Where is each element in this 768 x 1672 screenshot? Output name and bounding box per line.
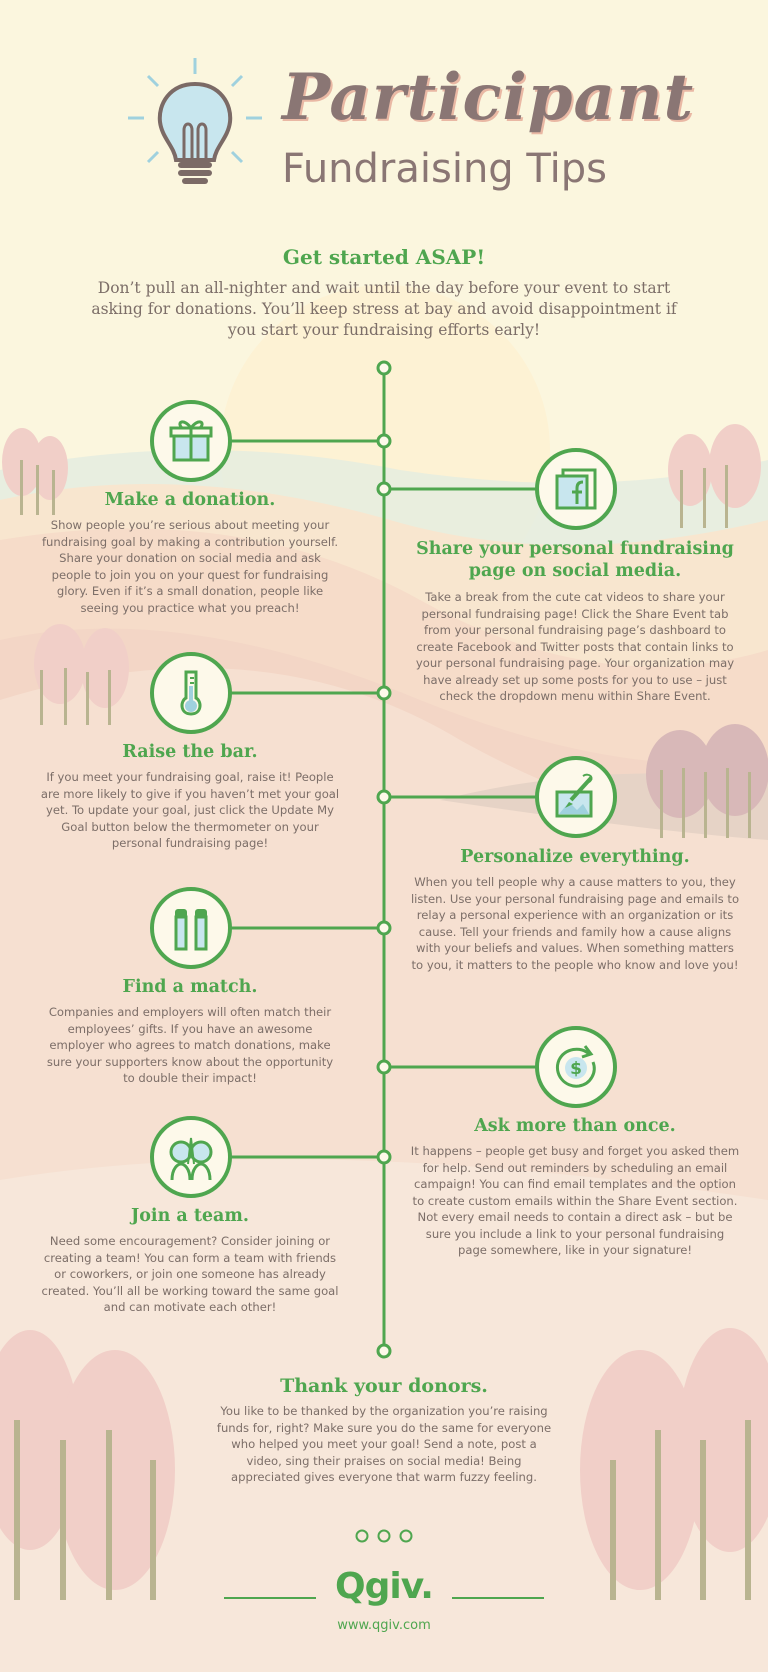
tip-text-personalize: When you tell people why a cause matters to you, they listen. Use your personal fundraising page and emails to relay a personal experience with an organization or its cause. Tell your friends and family how a cause aligns with your beliefs and values. When something matters to you, it matters to the people who know and love you! [410, 875, 740, 972]
closing-title: Thank your donors. [280, 1375, 488, 1397]
divider-dots [350, 1528, 418, 1544]
qgiv-logo: Qgiv. [335, 1566, 433, 1607]
photo-brush-icon-circle [535, 756, 617, 838]
matchsticks-icon-circle [150, 887, 232, 969]
tip-text-join-team: Need some encouragement? Consider joining or creating a team! You can form a team with friends or coworkers, or join one someone has already created. You’ll all be working toward the same goal and can motivate each other! [41, 1234, 339, 1314]
thermometer-icon-circle [150, 652, 232, 734]
logo-divider-left [224, 1597, 316, 1599]
tip-text-find-match: Companies and employers will often match their employees’ gifts. If you have an awesome employer who agrees to match donations, make sure your supporters know about the opportunity to double their impact! [46, 1005, 334, 1085]
intro-title: Get started ASAP! [282, 245, 486, 269]
facebook-icon [549, 462, 603, 516]
tip-title-personalize: Personalize everything. [460, 847, 690, 867]
tip-text-share-social: Take a break from the cute cat videos to share your personal fundraising page! Click the Share Event tab from your personal fundraising page’s dashboard to create Facebook and Twitter posts that contain links to your personal fundraising page. Your organization may have already set up some posts for you to use – just check the dropdown menu within Share Event. [415, 590, 735, 703]
title-script: Participant [282, 60, 695, 135]
tip-text-ask-more: It happens – people get busy and forget you asked them for help. Send out reminders by scheduling an email campaign! You can find email templates and the option to create custom emails within the Share Event section. Not every email needs to contain a direct ask – but be sure you include a link to your personal fundraising page somewhere, like in your signature! [410, 1144, 740, 1257]
title-subtitle: Fundraising Tips [282, 146, 607, 192]
gift-icon-circle [150, 400, 232, 482]
team-icon [164, 1130, 218, 1184]
tip-title-raise-bar: Raise the bar. [122, 742, 258, 762]
website-link[interactable]: www.qgiv.com [337, 1618, 431, 1633]
svg-text:$: $ [570, 1059, 582, 1079]
closing-text: You like to be thanked by the organization you’re raising funds for, right? Make sure you do the same for everyone who helped you meet your goal! Send a note, post a video, sing their praises on social media! Being appreciated gives everyone that warm fuzzy feeling. [216, 1404, 552, 1484]
tip-text-raise-bar: If you meet your fundraising goal, raise it! People are more likely to give if you haven’t met your goal yet. To update your goal, just click the Update My Goal button below the thermometer on your personal fundraising page! [40, 770, 340, 850]
tip-title-ask-more: Ask more than once. [474, 1116, 676, 1136]
recurring-dollar-icon-circle [535, 1026, 617, 1108]
gift-icon [164, 414, 218, 468]
facebook-icon-circle [535, 448, 617, 530]
thermometer-icon [164, 666, 218, 720]
lightbulb-icon [124, 54, 266, 196]
photo-brush-icon [549, 770, 603, 824]
matchsticks-icon [164, 901, 218, 955]
tip-title-make-donation: Make a donation. [104, 490, 276, 510]
tip-title-join-team: Join a team. [130, 1206, 249, 1226]
team-icon-circle [150, 1116, 232, 1198]
logo-divider-right [452, 1597, 544, 1599]
intro-text: Don’t pull an all-nighter and wait until the day before your event to start asking for donations. You’ll keep stress at bay and avoid disappointment if you start your fundraising efforts early! [91, 279, 677, 339]
tip-title-share-social: Share your personal fundraising page on social media. [416, 539, 734, 581]
tip-text-make-donation: Show people you’re serious about meeting your fundraising goal by making a contribution yourself. Share your donation on social media and ask people to join you on your quest for fundraising glory. Even if it’s a small donation, people like seeing you practice what you preach! [41, 518, 339, 615]
tip-title-find-match: Find a match. [122, 977, 258, 997]
recurring-dollar-icon [549, 1040, 603, 1094]
